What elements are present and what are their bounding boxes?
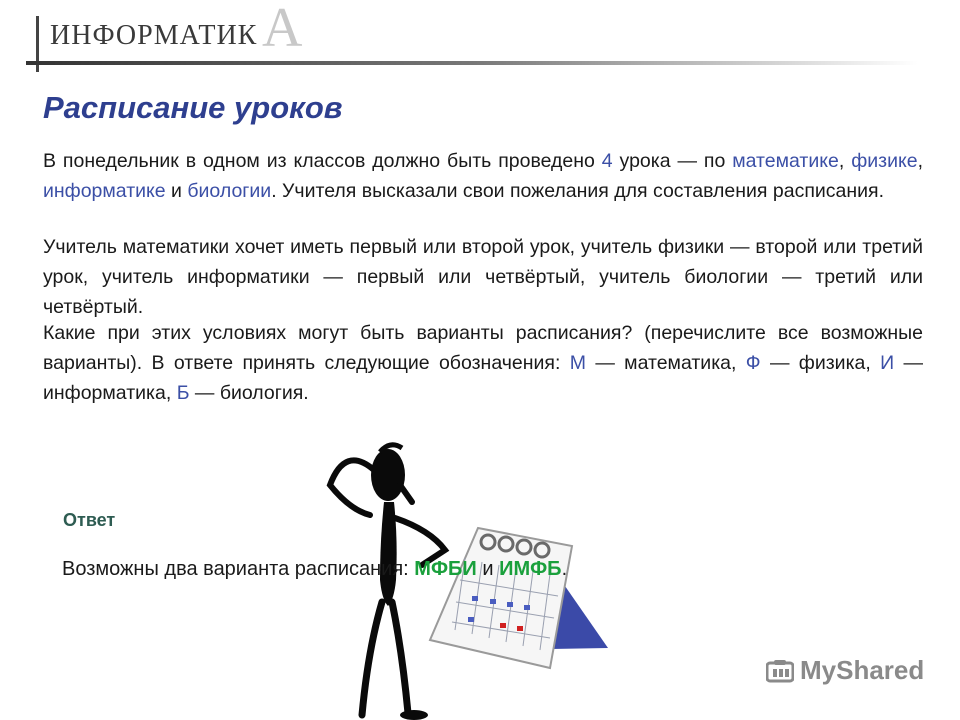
answer-text: Возможны два варианта расписания: МФБИ и ИМФБ.	[62, 558, 568, 580]
brand-title: ИНФОРМАТИК	[50, 20, 258, 51]
brand-letter: А	[262, 0, 303, 59]
watermark-text: MyShared	[800, 655, 925, 685]
paragraph-intro: В понедельник в одном из классов должно быть проведено 4 урока — по математике, физике, информатике и биологии. Учителя высказали свои пожелания для составления расписания.	[43, 150, 923, 202]
watermark	[766, 655, 924, 686]
calendar-icon	[430, 528, 572, 668]
answer-label: Ответ	[63, 510, 116, 530]
myshared-logo-icon	[766, 659, 794, 683]
paragraph-conditions: Учитель математики хочет иметь первый или второй урок, учитель физики — второй или третий урок, учитель информатики — первый или четвёртый, учитель биологии — третий или четвёртый.	[43, 236, 923, 318]
slide-title: Расписание уроков	[43, 90, 343, 125]
paragraph-question: Какие при этих условиях могут быть варианты расписания? (перечислите все возможные варианты). В ответе принять следующие обозначения: М — математика, Ф — физика, И — информатика, Б — биология.	[43, 322, 924, 404]
header-divider	[26, 61, 918, 65]
stick-figure-icon	[330, 445, 445, 720]
